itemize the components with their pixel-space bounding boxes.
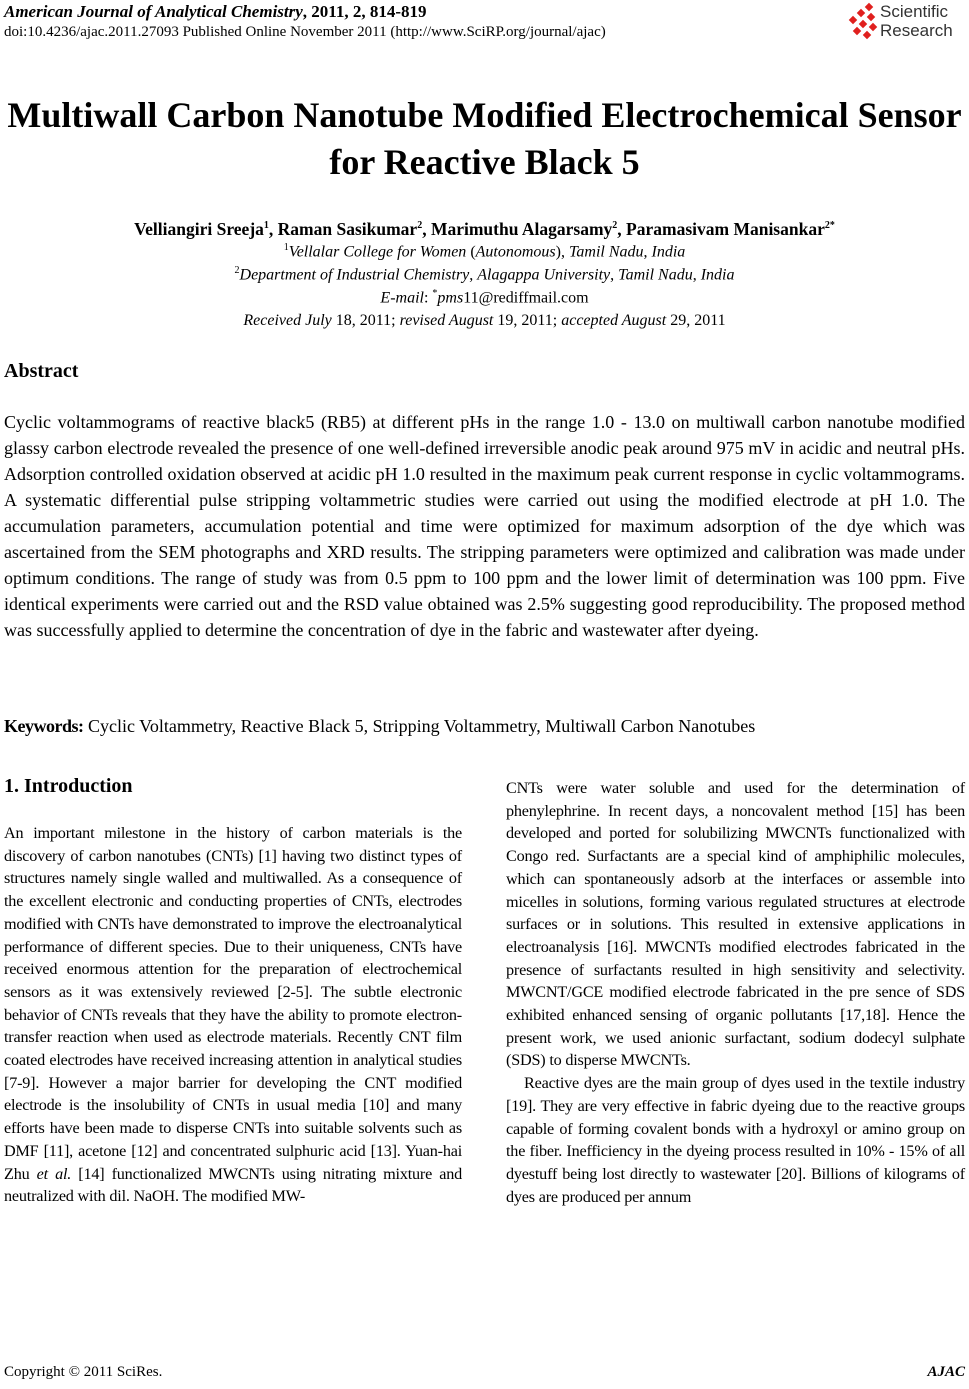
author-sup: 2 bbox=[417, 220, 423, 232]
revised-date: 19, 2011; bbox=[493, 312, 562, 329]
received-label: Received July bbox=[243, 312, 332, 329]
intro-paragraph-1 bbox=[4, 822, 462, 1208]
email-user[interactable]: pms bbox=[437, 289, 464, 307]
email-line bbox=[0, 288, 969, 307]
intro-paragraph-3: Reactive dyes are the main group of dyes used in the textile industry [19]. They are very effective in fabric dyeing due to the reactive groups capable of forming covalent bonds with a hydroxyl or amino group on the fiber. Inefficiency in the dyeing process resulted in 10% - 15% of all dyestuff being lost directly to wastewater [20]. Billions of kilograms of dyes are produced per annum bbox=[506, 1074, 965, 1206]
left-column bbox=[4, 822, 462, 1208]
aff-part: , bbox=[469, 266, 478, 284]
author: Marimuthu Alagarsamy bbox=[430, 219, 613, 239]
keywords-text: Cyclic Voltammetry, Reactive Black 5, Stripping Voltammetry, Multiwall Carbon Nanotubes bbox=[83, 716, 756, 736]
journal-citation bbox=[4, 2, 427, 22]
journal-details: , 2011, 2, 814-819 bbox=[302, 2, 427, 21]
text-segment: et al. bbox=[36, 1164, 72, 1183]
aff-part: ( bbox=[466, 243, 476, 261]
aff-part: Autonomous bbox=[475, 243, 556, 261]
aff-part: ), bbox=[555, 243, 569, 261]
text-segment: [14] functionalized MWCNTs using nitrating mixture and neutralized with dil. NaOH. The modified MW- bbox=[4, 1164, 463, 1206]
email-label: E-mail bbox=[380, 289, 424, 307]
email-sup: * bbox=[432, 288, 438, 299]
accepted-date: 29, 2011 bbox=[666, 312, 726, 329]
logo-text-2: Research bbox=[880, 21, 953, 40]
accepted-label: accepted August bbox=[561, 312, 667, 329]
aff-sup: 2 bbox=[234, 265, 240, 276]
aff-part: , bbox=[643, 243, 652, 261]
keywords-label: Keywords: bbox=[4, 716, 84, 736]
doi-line[interactable]: doi:10.4236/ajac.2011.27093 Published Online November 2011 (http://www.SciRP.org/journal/ajac) bbox=[4, 24, 606, 40]
abstract-heading: Abstract bbox=[4, 360, 79, 382]
author-sup: 2* bbox=[824, 220, 835, 232]
affiliation-2 bbox=[0, 265, 969, 284]
author-list: Velliangiri Sreeja$^1$, Raman Sasikumar$^2$, Marimuthu Alagarsamy$^2$, Paramasivam Manisankar$^{2*}$ bbox=[134, 219, 835, 239]
aff-part: , bbox=[610, 266, 619, 284]
aff-sup: 1 bbox=[283, 242, 289, 253]
aff-part: Tamil Nadu bbox=[568, 243, 644, 261]
abstract-text: Cyclic voltammograms of reactive black5 (RB5) at different pHs in the range 1.0 - 13.0 on multiwall carbon nanotube modified glassy carbon electrode revealed the presence of one well-defined irreversible anodic peak around 975 mV in acidic and neutral pHs. Adsorption controlled oxidation observed at acidic pH 1.0 resulted in the maximum peak current response in cyclic voltammograms. A systematic differential pulse stripping voltammetric studies were carried out using the modified electrode at pH 1.0. The accumulation parameters, accumulation potential and time were optimized for maximum adsorption of the dye which was ascertained from the SEM photographs and XRD results. The stripping parameters were optimized and calibration was made under optimum conditions. The range of study was from 0.5 ppm to 100 ppm and the lower limit of determination was 100 ppm. Five identical experiments were carried out and the RSD value obtained was 2.5% suggesting good reproducibility. The proposed method was successfully applied to determine the concentration of dye in the fabric and wastewater after dyeing. bbox=[4, 412, 965, 640]
section-heading-introduction: 1. Introduction bbox=[4, 775, 133, 797]
copyright: Copyright © 2011 SciRes. bbox=[4, 1364, 163, 1380]
affiliation-1 bbox=[0, 242, 969, 261]
revised-label: revised August bbox=[399, 312, 494, 329]
paper-title: Multiwall Carbon Nanotube Modified Electrochemical Sensor for Reactive Black 5 bbox=[7, 95, 962, 182]
scientific-research-logo bbox=[846, 2, 968, 44]
right-column bbox=[506, 777, 965, 1208]
author-sup: 1 bbox=[263, 220, 269, 232]
diamond-logo-icon bbox=[846, 2, 880, 44]
aff-part: , bbox=[692, 266, 701, 284]
journal-name: American Journal of Analytical Chemistry bbox=[4, 2, 303, 21]
aff-part: India bbox=[700, 266, 735, 284]
author: Velliangiri Sreeja bbox=[134, 219, 264, 239]
author: Paramasivam Manisankar bbox=[626, 219, 825, 239]
journal-abbr: AJAC bbox=[927, 1364, 965, 1380]
aff-part: Tamil Nadu bbox=[618, 266, 693, 284]
author-sup: 2 bbox=[612, 220, 618, 232]
keywords bbox=[4, 716, 755, 737]
aff-part: India bbox=[651, 243, 686, 261]
email-sep: : bbox=[423, 289, 433, 307]
aff-part: Alagappa University bbox=[477, 266, 611, 284]
intro-paragraph-2: CNTs were water soluble and used for the determination of phenylephrine. In recent days, a noncovalent method [15] has been developed and ported for solubilizing MWCNTs functionalized with Congo red. Surfactants are a special kind of amphiphilic molecules, which can spontaneously adsorb at the interfaces or assemble into micelles in solutions, forming various regulated structures at electrode surfaces or in solutions. This resulted in extensive applications in electroanalysis [16]. MWCNTs modified electrodes fabricated in the presence of surfactants resulted in high sensitivity and selectivity. MWCNT/GCE modified electrode fabricated in the pre sence of SDS exhibited enhanced sensing of organic pollutants [17,18]. Hence the present work, we used anionic surfactant, sodium dodecyl sulphate (SDS) to disperse MWCNTs. bbox=[506, 779, 965, 1070]
logo-text-1: Scientific bbox=[880, 2, 949, 21]
aff-part: Vellalar College for Women bbox=[288, 243, 467, 261]
aff-part: Department of Industrial Chemistry bbox=[239, 266, 470, 284]
text-segment: An important milestone in the history of carbon materials is the discovery of carbon nanotubes (CNTs) [1] having two distinct types of structures namely single walled and multiwalled. As a consequence of the excellent electronic and conducting properties of CNTs, electrodes modified with CNTs have demonstrated to improve the electroanalytical performance of different species. Due to their uniqueness, CNTs have received enormous attention for the preparation of electrochemical sensors as it was extensively reviewed [2-5]. The subtle electronic behavior of CNTs reveals that they have the ability to promote electron-transfer reaction when used as electrode materials. Recently CNT film coated electrodes have received increasing attention in analytical studies [7-9]. However a major barrier for developing the CNT modified electrode is the insolubility of CNTs in usual media [10] and many efforts have been made to disperse CNTs into suitable solvents such as DMF [11], acetone [12] and concentrated sulphuric acid [13]. Yuan-hai Zhu bbox=[4, 824, 462, 1183]
dates-line bbox=[0, 312, 969, 330]
author: Raman Sasikumar bbox=[277, 219, 418, 239]
email-domain[interactable]: 11@rediffmail.com bbox=[463, 289, 589, 307]
received-date: 18, 2011; bbox=[331, 312, 400, 329]
